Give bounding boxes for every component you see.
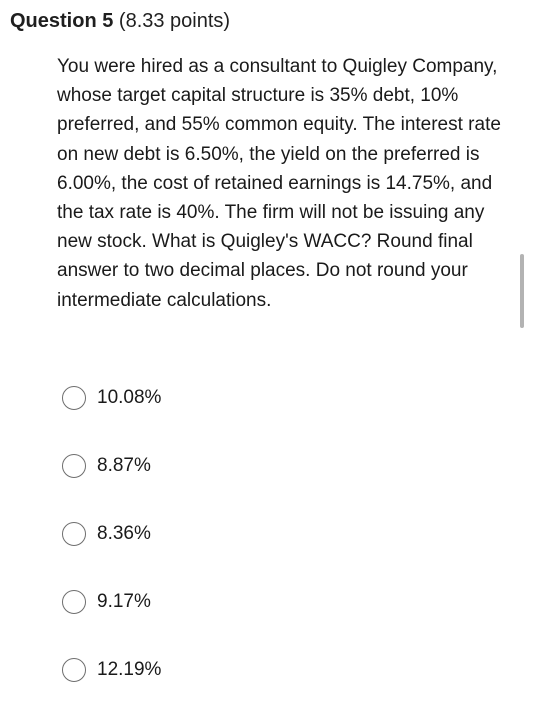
- radio-button[interactable]: [62, 658, 86, 682]
- answer-option-label: 9.17%: [97, 591, 151, 612]
- radio-button[interactable]: [62, 522, 86, 546]
- answer-option[interactable]: [62, 383, 161, 413]
- answer-option[interactable]: [62, 587, 161, 617]
- scrollbar-thumb[interactable]: [520, 254, 524, 328]
- answer-options: [62, 383, 161, 723]
- answer-option[interactable]: [62, 519, 161, 549]
- answer-option-label: 10.08%: [97, 387, 162, 408]
- question-prompt: You were hired as a consultant to Quigley Company, whose target capital structure is 35% debt, 10% preferred, and 55% common equity. The interest rate on new debt is 6.50%, the yield on the preferred is 6.00%, the cost of retained earnings is 14.75%, and the tax rate is 40%. The firm will not be issuing any new stock. What is Quigley's WACC? Round final answer to two decimal places. Do not round your intermediate calculations.: [57, 56, 501, 311]
- question-points: (8.33 points): [113, 10, 231, 32]
- radio-button[interactable]: [62, 454, 86, 478]
- question-header: [10, 8, 230, 34]
- radio-button[interactable]: [62, 590, 86, 614]
- answer-option[interactable]: [62, 655, 161, 685]
- radio-button[interactable]: [62, 386, 86, 410]
- answer-option-label: 8.36%: [97, 523, 151, 544]
- question-number: Question 5: [10, 10, 114, 32]
- answer-option[interactable]: [62, 451, 161, 481]
- answer-option-label: 8.87%: [97, 455, 151, 476]
- answer-option-label: 12.19%: [97, 659, 162, 680]
